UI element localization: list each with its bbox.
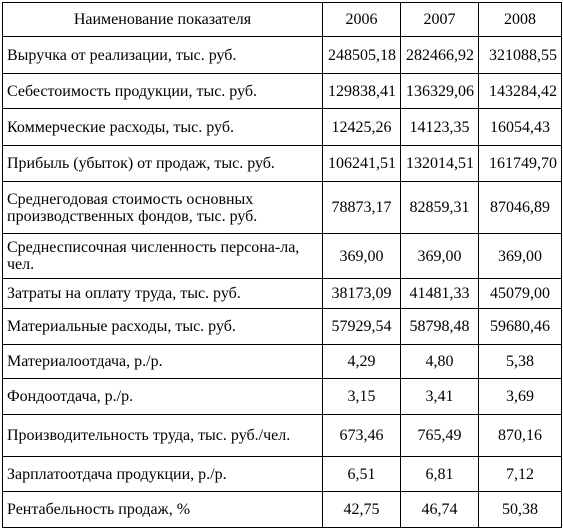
row-value-2006: 106241,51 (323, 146, 401, 182)
row-label: Материалоотдача, р./р. (3, 345, 323, 379)
row-value-2008: 59680,46 (479, 309, 562, 345)
row-value-2007: 46,74 (401, 492, 479, 528)
table-row (3, 234, 562, 279)
row-value-2006: 369,00 (323, 234, 401, 279)
row-value-2007: 14123,35 (401, 109, 479, 146)
row-value-2006: 6,51 (323, 457, 401, 492)
row-value-2008: 7,12 (479, 457, 562, 492)
table-row (3, 345, 562, 379)
row-value-2006: 129838,41 (323, 74, 401, 109)
indicators-table (2, 2, 562, 528)
table-row (3, 457, 562, 492)
row-value-2008: 16054,43 (479, 109, 562, 146)
row-value-2007: 3,41 (401, 379, 479, 415)
table-row (3, 182, 562, 234)
row-value-2007: 4,80 (401, 345, 479, 379)
row-value-2006: 38173,09 (323, 279, 401, 309)
row-value-2008: 161749,70 (479, 146, 562, 182)
row-value-2008: 143284,42 (479, 74, 562, 109)
row-label: Себестоимость продукции, тыс. руб. (3, 74, 323, 109)
table-row (3, 379, 562, 415)
row-value-2008: 3,69 (479, 379, 562, 415)
table-row (3, 74, 562, 109)
row-label: Среднесписочная численность персона-ла, чел. (3, 234, 323, 279)
header-year-2006: 2006 (323, 3, 401, 37)
row-value-2006: 57929,54 (323, 309, 401, 345)
table-row (3, 309, 562, 345)
row-value-2008: 87046,89 (479, 182, 562, 234)
row-value-2006: 4,29 (323, 345, 401, 379)
row-label: Коммерческие расходы, тыс. руб. (3, 109, 323, 146)
row-label: Затраты на оплату труда, тыс. руб. (3, 279, 323, 309)
row-value-2007: 41481,33 (401, 279, 479, 309)
table-row (3, 492, 562, 528)
row-value-2007: 132014,51 (401, 146, 479, 182)
row-value-2008: 321088,55 (479, 37, 562, 74)
row-label: Зарплатоотдача продукции, р./р. (3, 457, 323, 492)
table-header-row (3, 3, 562, 37)
row-label: Среднегодовая стоимость основных производственных фондов, тыс. руб. (3, 182, 323, 234)
row-value-2007: 282466,92 (401, 37, 479, 74)
row-value-2007: 82859,31 (401, 182, 479, 234)
table-row (3, 37, 562, 74)
row-label: Выручка от реализации, тыс. руб. (3, 37, 323, 74)
row-value-2006: 673,46 (323, 415, 401, 457)
row-value-2008: 50,38 (479, 492, 562, 528)
table-row (3, 109, 562, 146)
table-row (3, 279, 562, 309)
row-value-2008: 45079,00 (479, 279, 562, 309)
header-year-2008: 2008 (479, 3, 562, 37)
row-label: Прибыль (убыток) от продаж, тыс. руб. (3, 146, 323, 182)
row-value-2007: 6,81 (401, 457, 479, 492)
row-value-2007: 765,49 (401, 415, 479, 457)
row-value-2007: 369,00 (401, 234, 479, 279)
row-value-2006: 12425,26 (323, 109, 401, 146)
row-label: Рентабельность продаж, % (3, 492, 323, 528)
row-value-2006: 42,75 (323, 492, 401, 528)
row-label: Материальные расходы, тыс. руб. (3, 309, 323, 345)
row-value-2007: 136329,06 (401, 74, 479, 109)
table-row (3, 415, 562, 457)
row-value-2008: 369,00 (479, 234, 562, 279)
table-row (3, 146, 562, 182)
row-value-2007: 58798,48 (401, 309, 479, 345)
header-indicator-name: Наименование показателя (3, 3, 323, 37)
row-value-2006: 248505,18 (323, 37, 401, 74)
row-value-2006: 3,15 (323, 379, 401, 415)
header-year-2007: 2007 (401, 3, 479, 37)
row-label: Производительность труда, тыс. руб./чел. (3, 415, 323, 457)
row-value-2008: 870,16 (479, 415, 562, 457)
row-value-2008: 5,38 (479, 345, 562, 379)
row-label: Фондоотдача, р./р. (3, 379, 323, 415)
row-value-2006: 78873,17 (323, 182, 401, 234)
